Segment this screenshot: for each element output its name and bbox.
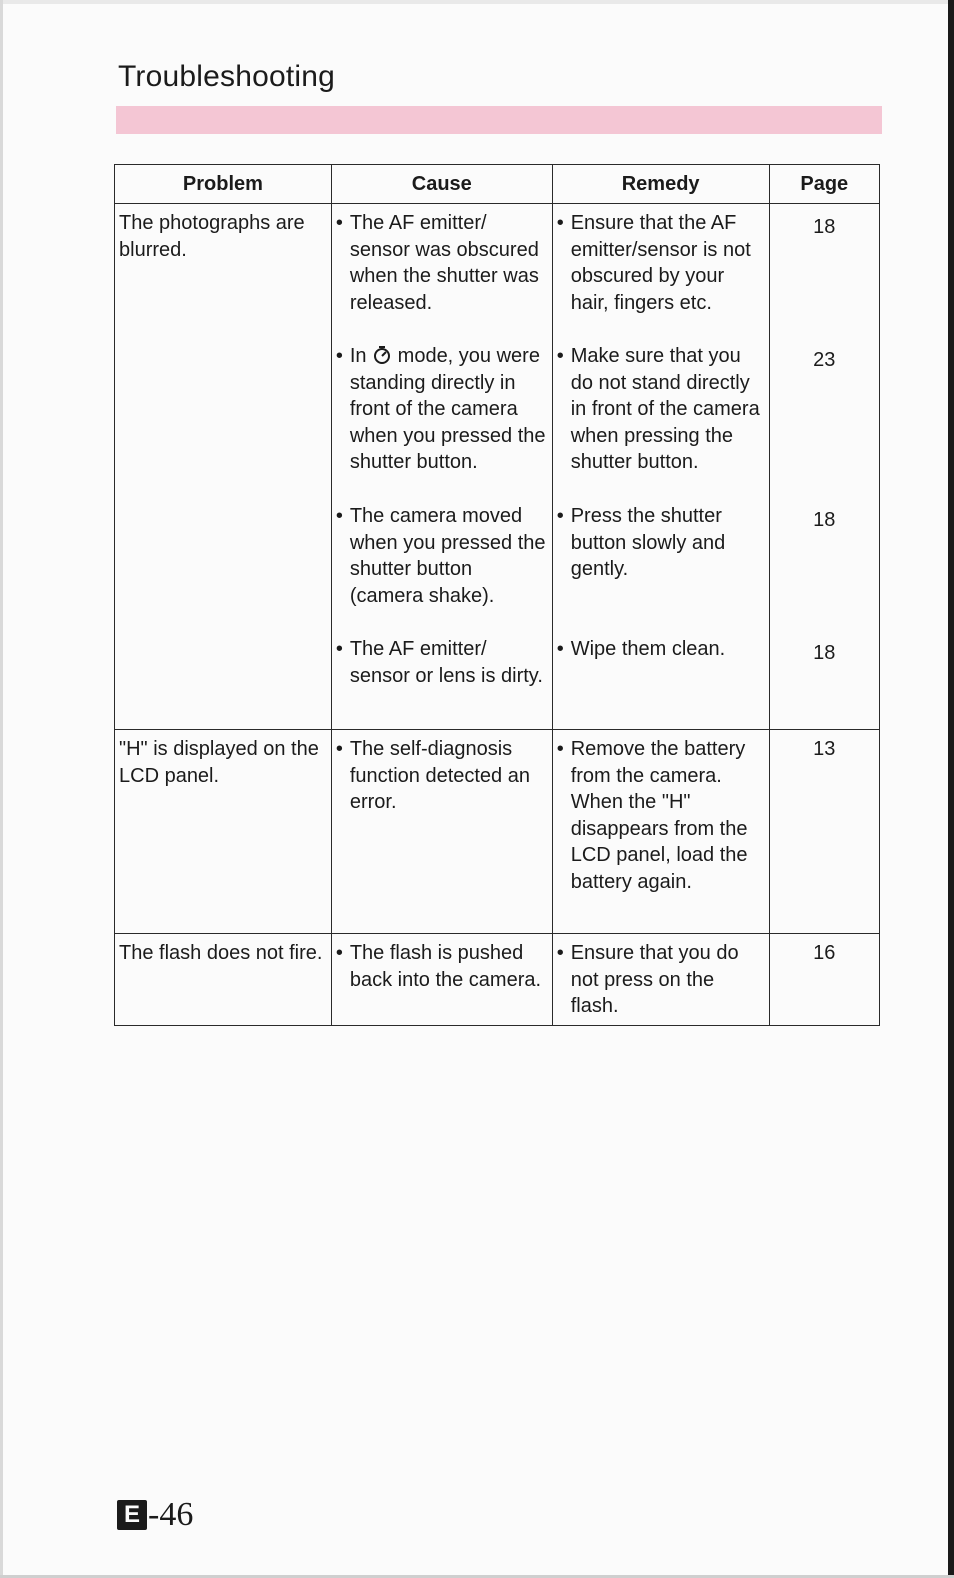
cause-cell: [331, 934, 552, 1026]
problem-cell: [115, 730, 332, 934]
table-row: [115, 204, 880, 730]
remedy-item: • Make sure that you do not stand directly in front of the camera when pressing the shutter button.: [557, 343, 765, 503]
table-header-row: [115, 165, 880, 204]
remedy-item: • Ensure that the AF emitter/sensor is not obscured by your hair, fingers etc.: [557, 210, 765, 343]
self-timer-icon: [372, 345, 392, 365]
problem-cell: [115, 934, 332, 1026]
page-cell: [769, 204, 879, 730]
cause-cell: [331, 730, 552, 934]
header-cause: Cause: [331, 165, 552, 204]
page-ref: 18: [813, 642, 836, 664]
bullet-icon: •: [335, 942, 343, 964]
page-edge-right: [948, 0, 954, 1578]
problem-text: The photographs are blurred.: [119, 212, 305, 261]
page-edge-left: [0, 0, 3, 1578]
remedy-cell: [552, 204, 769, 730]
cause-item: • The AF emitter/ sensor was obscured when the shutter was released.: [336, 210, 548, 343]
cause-cell: [331, 204, 552, 730]
page-number: [117, 1496, 193, 1534]
table-row: [115, 730, 880, 934]
cause-item: • The self-diagnosis function detected an error.: [336, 736, 548, 816]
page-ref: 13: [813, 738, 836, 760]
cause-item: [336, 343, 548, 503]
cause-item: • The camera moved when you pressed the shutter button (camera shake).: [336, 503, 548, 636]
page-title: Troubleshooting: [118, 60, 336, 93]
page-ref: 18: [813, 509, 836, 531]
problem-text: The flash does not fire.: [119, 942, 323, 964]
page-ref: 18: [813, 216, 836, 238]
header-page: Page: [769, 165, 879, 204]
page-cell: [769, 730, 879, 934]
remedy-cell: [552, 730, 769, 934]
bullet-icon: •: [335, 638, 343, 660]
remedy-item: • Ensure that you do not press on the flash.: [557, 940, 765, 1020]
cause-prefix: In: [349, 345, 367, 367]
page-cell: [769, 934, 879, 1026]
bullet-icon: •: [556, 505, 564, 527]
problem-cell: [115, 204, 332, 730]
bullet-icon: •: [556, 212, 564, 234]
remedy-cell: [552, 934, 769, 1026]
bullet-icon: •: [335, 738, 343, 760]
page-ref: 16: [813, 942, 836, 964]
page-ref: 23: [813, 349, 836, 371]
header-remedy: Remedy: [552, 165, 769, 204]
cause-item: • The AF emitter/ sensor or lens is dirty.: [336, 636, 548, 689]
remedy-item: • Press the shutter button slowly and gently.: [557, 503, 765, 636]
bullet-icon: •: [556, 638, 564, 660]
table-row: [115, 934, 880, 1026]
bullet-icon: •: [335, 505, 343, 527]
page-number-text: -46: [148, 1496, 194, 1533]
bullet-icon: •: [556, 942, 564, 964]
bullet-icon: •: [335, 345, 343, 367]
cause-text: mode, you were standing directly in front of the camera when you pressed the shutter button.: [349, 345, 546, 474]
cause-item: • The flash is pushed back into the camera.: [336, 940, 548, 993]
page-edge-top: [0, 0, 954, 4]
header-problem: Problem: [115, 165, 332, 204]
remedy-item: • Remove the battery from the camera. When the "H" disappears from the LCD panel, load the battery again.: [557, 736, 765, 896]
bullet-icon: •: [335, 212, 343, 234]
problem-text: "H" is displayed on the LCD panel.: [119, 738, 319, 787]
troubleshooting-table: [114, 164, 880, 1026]
language-badge: E: [117, 1500, 147, 1530]
bullet-icon: •: [556, 738, 564, 760]
bullet-icon: •: [556, 345, 564, 367]
section-accent-bar: [116, 106, 882, 134]
remedy-item: • Wipe them clean.: [557, 636, 765, 663]
